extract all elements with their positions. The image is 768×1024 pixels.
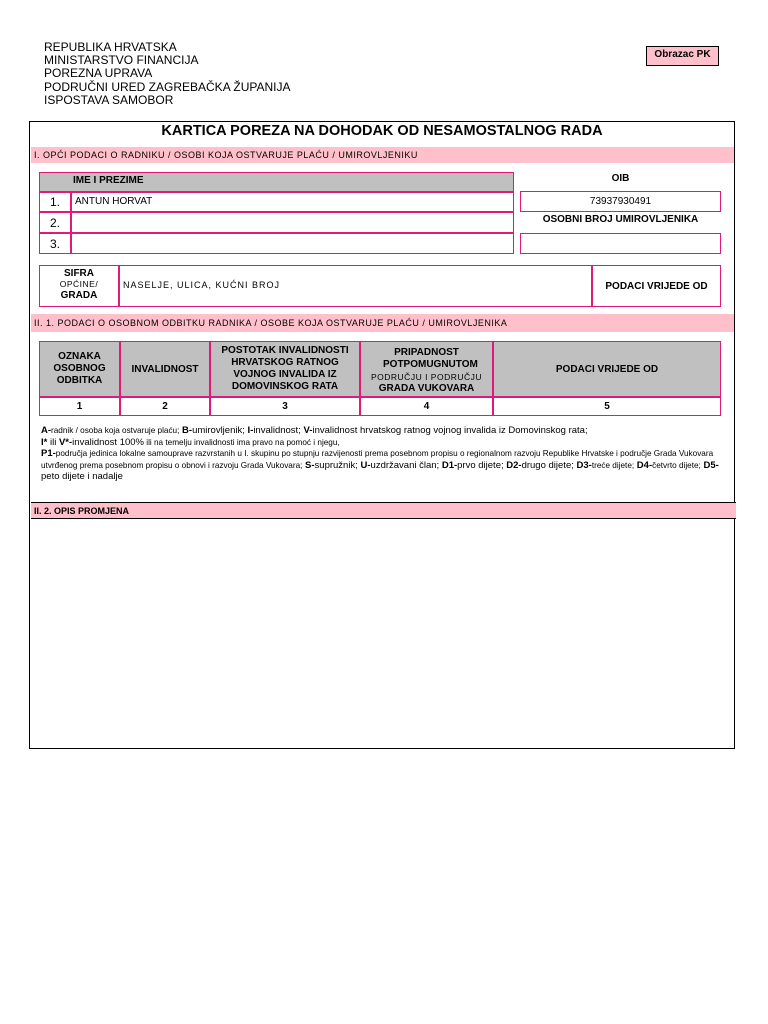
col-deduction-code-header: OZNAKA OSOBNOG ODBITKA [39,341,120,397]
legend-code-d5: D5- [703,459,719,471]
legend-text-p1: područja jedinica lokalne samouprave razvrstanih u I. skupinu po stupnju razvijenosti prema posebnom propisu o regionalnom razvoju Republike Hrvatske i područje Grada Vukovara utvrđenog prema posebnom propisu o obnovi i razvoju Grada Vukovara; [41,449,714,470]
legend-code-p1: P1- [41,448,56,460]
sifra-cell [39,265,119,307]
row-2-number-cell [39,212,71,233]
name-label: IME I PREZIME [73,175,144,186]
row-3-number-cell [39,233,71,254]
legend-code-d4: D4- [636,459,653,471]
legend-text-u: uzdržavani član; [370,459,440,471]
assisted-area-label-b: PODRUČJU I PODRUČJU [370,372,483,382]
form-title: KARTICA POREZA NA DOHODAK OD NESAMOSTALNOG RADA [161,123,603,139]
row-2-number: 2. [49,215,60,230]
col-assisted-area-header [360,341,493,397]
name-field-2[interactable] [71,212,514,233]
row-3-number: 3. [49,236,60,251]
legend-code-d1: D1- [441,459,458,471]
header-line-ministry: MINISTARSTVO FINANCIJA [44,53,199,67]
header-line-regional-office: PODRUČNI URED ZAGREBAČKA ŽUPANIJA [44,80,291,94]
name-field-1[interactable]: ANTUN HORVAT [71,192,514,212]
legend-text-vstar-rest: ili na temelju invalidnosti ima pravo na pomoć i njegu, [144,437,340,447]
sifra-label: SIFRA [64,268,94,279]
legend-text-d1: prvo dijete; [457,459,504,471]
legend-text-d2: drugo dijete; [521,459,574,471]
legend-code-i: I- [247,425,254,436]
pension-number-field[interactable] [520,233,721,254]
sifra-grada-label: GRADA [60,290,98,301]
legend-code-v: V- [303,425,313,436]
legend-code-u: U- [360,459,371,471]
legend-text-d5: peto dijete i nadalje [41,471,123,483]
legend-code-istar: I* [41,436,48,448]
header-line-branch: ISPOSTAVA SAMOBOR [44,93,174,107]
legend-text-a: radnik / osoba koja ostvaruje plaću; [51,426,180,435]
row-1-number-cell [39,192,71,212]
col-valid-from-header: PODACI VRIJEDE OD [493,341,721,397]
legend-text-or: ili [47,436,59,448]
pension-number-label: OSOBNI BROJ UMIROVLJENIKA [542,214,699,225]
legend-text-d4: četvrto dijete; [652,460,701,470]
section3-heading: II. 2. OPIS PROMJENA [31,502,736,519]
col-num-3: 3 [210,397,360,416]
col-num-4: 4 [360,397,493,416]
col-num-1: 1 [39,397,120,416]
legend-line-1 [41,425,731,437]
row-1-number: 1. [49,195,60,209]
assisted-area-label-c: GRADA VUKOVARA [378,383,475,394]
legend-text-b: umirovljenik; [192,425,245,436]
oib-field[interactable]: 73937930491 [520,191,721,212]
legend-code-vstar: V*- [58,436,73,448]
section1-heading: I. OPĆI PODACI O RADNIKU / OSOBI KOJA OSTVARUJE PLAĆU / UMIROVLJENIKU [31,147,734,163]
legend-text-v: invalidnost hrvatskog ratnog vojnog invalida iz Domovinskog rata; [312,425,588,436]
address-field[interactable] [119,265,592,307]
form-code-badge: Obrazac PK [646,46,719,66]
legend-code-a: A- [41,425,52,436]
legend-code-s: S- [305,459,315,471]
legend-text-d3: treće dijete; [591,460,635,470]
name-header-row [39,172,514,192]
section2-heading: II. 1. PODACI O OSOBNOM ODBITKU RADNIKA / OSOBE KOJA OSTVARUJE PLAĆU / UMIROVLJENIKA [31,314,734,332]
legend-text-s: supružnik; [314,459,358,471]
legend-code-b: B- [182,425,193,436]
legend-code-d3: D3- [576,459,592,471]
col-disability-percent-header: POSTOTAK INVALIDNOSTI HRVATSKOG RATNOG VOJNOG INVALIDA IZ DOMOVINSKOG RATA [210,341,360,397]
col-num-2: 2 [120,397,210,416]
legend-text-i: invalidnost; [253,425,301,436]
deduction-codes-legend [41,425,731,483]
oib-label: OIB [611,173,630,184]
legend-line-3 [41,448,731,483]
assisted-area-label-a: PRIPADNOST POTPOMUGNUTOM [383,347,478,370]
col-disability-header: INVALIDNOST [120,341,210,397]
valid-from-label-1: PODACI VRIJEDE OD [592,265,721,307]
address-label: NASELJE, ULICA, KUĆNI BROJ [123,280,281,290]
legend-text-vstar: invalidnost 100% [72,436,144,448]
legend-line-2 [41,437,731,449]
legend-code-d2: D2- [506,459,522,471]
col-num-5: 5 [493,397,721,416]
header-line-republic: REPUBLIKA HRVATSKA [44,40,177,54]
name-field-3[interactable] [71,233,514,254]
changes-description-area[interactable] [32,520,732,746]
sifra-sublabel: OPĆINE/ [59,279,99,289]
header-line-tax-admin: POREZNA UPRAVA [44,66,153,80]
